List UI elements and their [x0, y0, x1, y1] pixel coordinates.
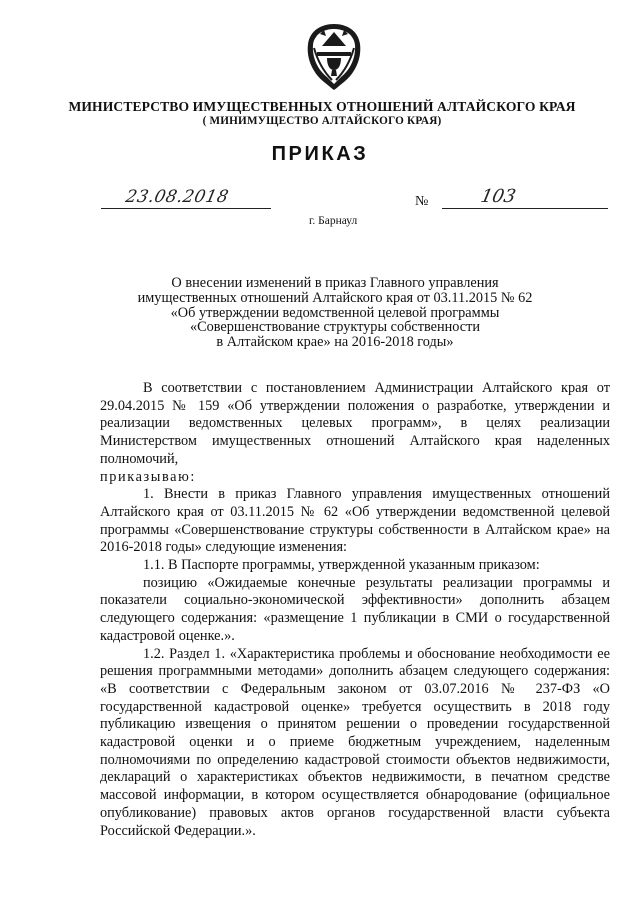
preamble-paragraph: В соответствии с постановлением Администрации Алтайского края от 29.04.2015 № 159 «Об утверждении положения о разработке, утверждении и реализации ведомственных целевых программ», в целях реализации Министерством имущественных отношений Алтайского края наделенных полномочий,: [100, 380, 610, 467]
order-subject: [120, 276, 550, 350]
number-underline: [442, 208, 608, 209]
order-number-handwritten: 103: [478, 186, 518, 207]
clause-1-1-position-paragraph: позицию «Ожидаемые конечные результаты реализации программы и показатели социально-экономической эффективности» дополнить абзацем следующего содержания: «размещение 1 публикации в СМИ о государственной кадастровой оценке.».: [100, 574, 610, 644]
date-underline: [101, 208, 271, 209]
subject-line: в Алтайском крае» на 2016-2018 годы»: [216, 334, 454, 351]
subject-line: О внесении изменений в приказ Главного управления: [171, 275, 499, 291]
subject-line: «Об утверждении ведомственной целевой программы: [170, 304, 500, 321]
city-label: г. Барнаул: [309, 215, 358, 227]
document-type-title: ПРИКАЗ: [271, 143, 369, 165]
number-sign: №: [415, 194, 429, 209]
subject-line: «Совершенствование структуры собственности: [189, 319, 481, 336]
clause-1-paragraph: 1. Внести в приказ Главного управления имущественных отношений Алтайского края от 03.11.2015 № 62 «Об утверждении ведомственной целевой программы «Совершенствование структуры собственности в Алтайском крае» на 2016-2018 годы» следующие изменения:: [100, 486, 610, 556]
subject-line: имущественных отношений Алтайского края от 03.11.2015 № 62: [137, 289, 533, 306]
clause-1-1-paragraph: 1.1. В Паспорте программы, утвержденной указанным приказом:: [143, 557, 540, 574]
order-body: [100, 380, 610, 840]
coat-of-arms-emblem: [302, 22, 366, 92]
ministry-title: МИНИСТЕРСТВО ИМУЩЕСТВЕННЫХ ОТНОШЕНИЙ АЛТАЙСКОГО КРАЯ: [68, 99, 576, 114]
clause-1-2-paragraph: 1.2. Раздел 1. «Характеристика проблемы и обоснование необходимости ее решения программными методами» дополнить абзацем следующего содержания: «В соответствии с Федеральным законом от 03.07.2016 № 237-ФЗ «О государственной кадастровой оценке» требуется осуществить в 2018 году публикацию извещения о принятом решении о проведении государственной кадастровой оценки и о приеме бюджетным учреждением, наделенным полномочиями по определению кадастровой стоимости объектов недвижимости, деклараций о характеристиках объектов недвижимости, в печатном средстве массовой информации, в котором осуществляется обнародование (официальное опубликование) правовых актов органов государственной власти субъекта Российской Федерации.».: [100, 645, 610, 839]
order-keyword: приказываю:: [100, 468, 196, 485]
ministry-short-title: ( МИНИМУЩЕСТВО АЛТАЙСКОГО КРАЯ): [202, 115, 442, 127]
order-date-handwritten: 23.08.2018: [123, 187, 231, 207]
